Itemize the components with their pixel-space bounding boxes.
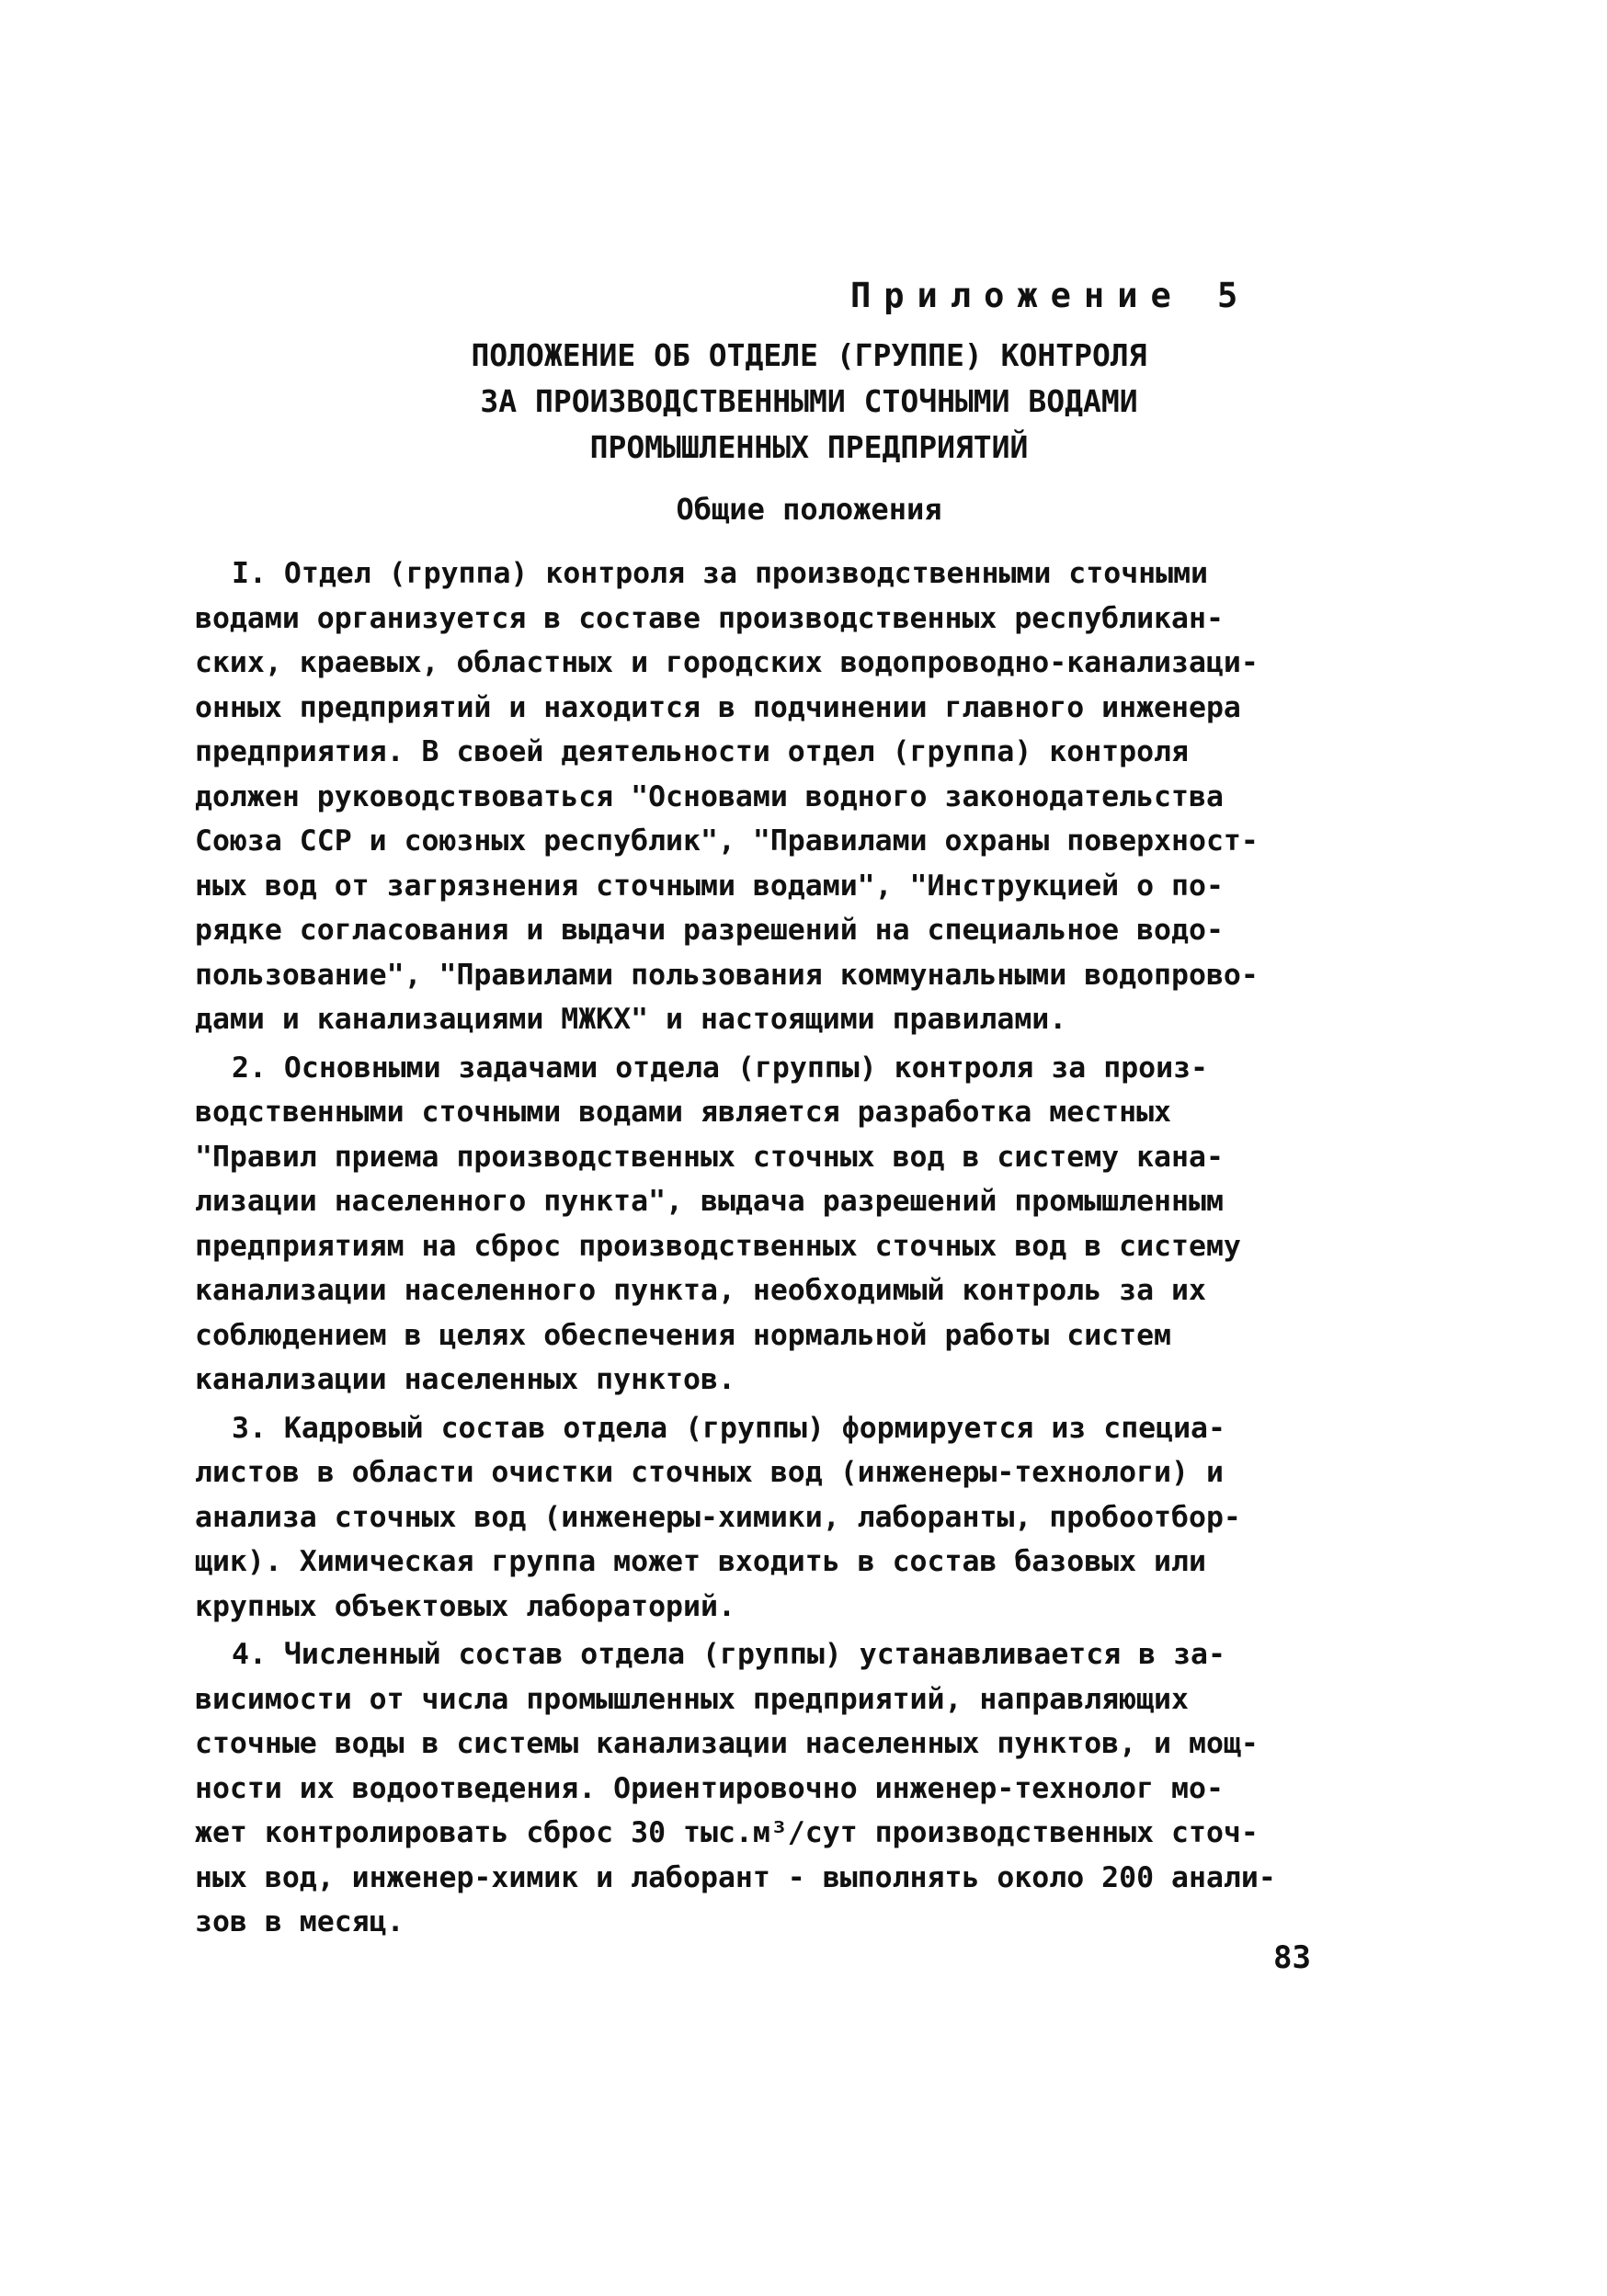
paragraph-line: водственными сточными водами является разработка местных bbox=[195, 1096, 1172, 1129]
body-text bbox=[195, 551, 1362, 1945]
paragraph-line: Союза ССР и союзных республик", "Правилами охраны поверхност- bbox=[195, 824, 1259, 858]
paragraph-line: онных предприятий и находится в подчинении главного инженера bbox=[195, 690, 1241, 724]
paragraph-1 bbox=[195, 551, 1362, 1042]
paragraph-line: I. Отдел (группа) контроля за производственными сточными bbox=[232, 557, 1209, 590]
paragraph-line: водами организуется в составе производственных республикан- bbox=[195, 601, 1224, 635]
paragraph-line: листов в области очистки сточных вод (инженеры-технологи) и bbox=[195, 1456, 1224, 1489]
paragraph-line: 2. Основными задачами отдела (группы) контроля за произ- bbox=[232, 1051, 1209, 1085]
appendix-label: Приложение 5 bbox=[850, 276, 1251, 315]
paragraph-line: анализа сточных вод (инженеры-химики, лаборанты, пробоотбор- bbox=[195, 1500, 1241, 1534]
title-line: ЗА ПРОИЗВОДСТВЕННЫМИ СТОЧНЫМИ ВОДАМИ bbox=[480, 383, 1138, 419]
paragraph-line: сточные воды в системы канализации населенных пунктов, и мощ- bbox=[195, 1727, 1259, 1760]
paragraph-line: предприятия. В своей деятельности отдел (группа) контроля bbox=[195, 735, 1189, 768]
paragraph-line: крупных объектовых лабораторий. bbox=[195, 1589, 735, 1623]
page-number: 83 bbox=[1273, 1939, 1311, 1976]
paragraph-line: зов в месяц. bbox=[195, 1905, 405, 1938]
paragraph-line: канализации населенных пунктов. bbox=[195, 1363, 735, 1396]
paragraph-line: дами и канализациями МЖКХ" и настоящими правилами. bbox=[195, 1003, 1067, 1036]
title-line: ПРОМЫШЛЕННЫХ ПРЕДПРИЯТИЙ bbox=[589, 429, 1029, 465]
paragraph-line: жет контролировать сброс 30 тыс.м³/сут производственных сточ- bbox=[195, 1816, 1259, 1849]
title-line: ПОЛОЖЕНИЕ ОБ ОТДЕЛЕ (ГРУППЕ) КОНТРОЛЯ bbox=[471, 337, 1147, 373]
paragraph-line: 3. Кадровый состав отдела (группы) формируется из специа- bbox=[232, 1411, 1225, 1445]
paragraph-line: ных вод от загрязнения сточными водами", "Инструкцией о по- bbox=[195, 869, 1224, 903]
paragraph-4 bbox=[195, 1632, 1362, 1945]
section-heading: Общие положения bbox=[676, 492, 942, 527]
paragraph-line: висимости от числа промышленных предприятий, направляющих bbox=[195, 1682, 1189, 1716]
paragraph-2 bbox=[195, 1046, 1362, 1403]
paragraph-line: соблюдением в целях обеспечения нормальной работы систем bbox=[195, 1318, 1172, 1352]
paragraph-line: лизации населенного пункта", выдача разрешений промышленным bbox=[195, 1185, 1224, 1218]
paragraph-line: 4. Численный состав отдела (группы) устанавливается в за- bbox=[232, 1638, 1225, 1671]
paragraph-line: ных вод, инженер-химик и лаборант - выполнять около 200 анали- bbox=[195, 1860, 1276, 1894]
paragraph-line: канализации населенного пункта, необходимый контроль за их bbox=[195, 1274, 1206, 1307]
paragraph-line: рядке согласования и выдачи разрешений на специальное водо- bbox=[195, 914, 1224, 947]
paragraph-3 bbox=[195, 1406, 1362, 1630]
paragraph-line: предприятиям на сброс производственных сточных вод в систему bbox=[195, 1229, 1241, 1263]
paragraph-line: пользование", "Правилами пользования коммунальными водопрово- bbox=[195, 958, 1259, 992]
paragraph-line: должен руководствоваться "Основами водного законодательства bbox=[195, 779, 1224, 813]
paragraph-line: "Правил приема производственных сточных вод в систему кана- bbox=[195, 1140, 1224, 1174]
document-title bbox=[303, 333, 1315, 471]
paragraph-line: ности их водоотведения. Ориентировочно инженер-технолог мо- bbox=[195, 1771, 1224, 1805]
paragraph-line: ских, краевых, областных и городских водопроводно-канализаци- bbox=[195, 646, 1259, 679]
paragraph-line: щик). Химическая группа может входить в состав базовых или bbox=[195, 1545, 1206, 1578]
